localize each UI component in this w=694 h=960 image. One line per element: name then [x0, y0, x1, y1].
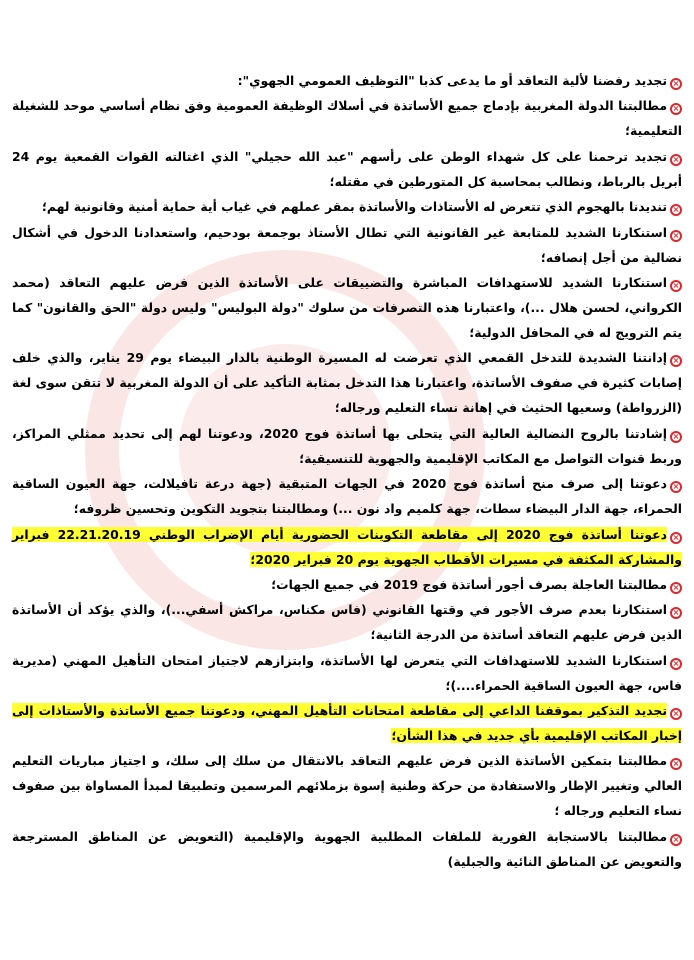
item-text: دعوتنا أساتذة فوج 2020 إلى مقاطعة التكوينات الحضورية أيام الإضراب الوطني 22.21.20.19 فبراير والمشاركة المكثفة في مسيرات الأقطاب الجهوية يوم 20 فبراير 2020؛: [12, 526, 682, 567]
x-circle-icon: ×: [670, 834, 682, 846]
x-circle-icon: ×: [670, 481, 682, 493]
list-item: [12, 421, 682, 471]
demands-list: [12, 68, 682, 874]
x-circle-icon: ×: [670, 607, 682, 619]
x-circle-icon: ×: [670, 532, 682, 544]
item-text: استنكارنا بعدم صرف الأجور في وقتها القانوني (فاس مكناس، مراكش أسفي...)، والذي يؤكد أن الأساتذة الذين فرض عليهم التعاقد أساتذة من الدرجة الثانية؛: [12, 602, 682, 643]
list-item: [12, 597, 682, 647]
list-item: [12, 471, 682, 521]
list-item: [12, 220, 682, 270]
list-item: [12, 270, 682, 345]
item-text: تنديدنا بالهجوم الذي تتعرض له الأستاذات والأساتذة بمقر عملهم في غياب أية حماية أمنية وقانونية لهم؛: [41, 199, 667, 215]
list-item: [12, 93, 682, 143]
x-circle-icon: ×: [670, 658, 682, 670]
list-item: [12, 194, 682, 219]
x-circle-icon: ×: [670, 758, 682, 770]
item-text: مطالبتنا الدولة المغربية بإدماج جميع الأساتذة في أسلاك الوظيفة العمومية وفق نظام أساسي موحد للشغيلة التعليمية؛: [12, 98, 682, 139]
item-text: استنكارنا الشديد للاستهدافات التي يتعرض لها الأساتذة، وابتزازهم لاجتياز امتحان التأهيل المهني (مديرية فاس، جهة العيون الساقية الحمراء....)؛: [12, 652, 682, 693]
x-circle-icon: ×: [670, 280, 682, 292]
x-circle-icon: ×: [670, 103, 682, 115]
item-text: تجديد ترحمنا على كل شهداء الوطن على رأسهم "عبد الله حجيلي" الذي اغتالته القوات القمعية يوم 24 أبريل بالرباط، ونطالب بمحاسبة كل المتورطين في مقتله؛: [12, 148, 682, 189]
item-text: استنكارنا الشديد للمتابعة غير القانونية التي تطال الأستاذ بوجمعة بودحيم، واستعدادنا الدخول في أشكال نضالية من أجل إنصافه؛: [12, 224, 682, 265]
list-item: [12, 522, 682, 572]
x-circle-icon: ×: [670, 355, 682, 367]
item-text: إدانتنا الشديدة للتدخل القمعي الذي تعرضت له المسيرة الوطنية بالدار البيضاء يوم 29 يناير، والذي خلف إصابات كثيرة في صفوف الأساتذة، واعتبارنا هذا التدخل بمثابة التأكيد على أن الدولة المغربية لا تتقن سوى لغة (الزرواطة) وسعيها الحثيث في إهانة نساء التعليم ورجاله؛: [12, 350, 682, 416]
x-circle-icon: ×: [670, 204, 682, 216]
item-text: استنكارنا الشديد للاستهدافات المباشرة والتضييقات على الأساتذة الذين فرض عليهم التعاقد (محمد الكرواني، لحسن هلال ...)، واعتبارنا هذه التصرفات من سلوك "دولة البوليس" وليس دولة "الحق والقانون" كما يتم الترويج له في المحافل الدولية؛: [12, 274, 682, 340]
item-text: تجديد التذكير بموقفنا الداعي إلى مقاطعة امتحانات التأهيل المهني، ودعوتنا جميع الأساتذة والأستاذات إلى إخبار المكاتب الإقليمية بأي جديد في هذا الشأن؛: [12, 703, 682, 744]
item-text: مطالبتنا بالاستجابة الفورية للملفات المطلبية الجهوية والإقليمية (التعويض عن المناطق المسترجعة والتعويض عن المناطق النائية والجبلية): [12, 828, 682, 869]
list-item: [12, 572, 682, 597]
list-item: [12, 648, 682, 698]
item-text: مطالبتنا بتمكين الأساتذة الذين فرض عليهم التعاقد بالانتقال من سلك إلى سلك، و اجتياز مباريات التعليم العالي وتغيير الإطار والاستفادة من حركة وطنية إسوة بزملائهم المرسمين وتطبيقا لمبدأ المساواة بين صفوف نساء التعليم ورجاله ؛: [12, 753, 682, 819]
list-item: [12, 345, 682, 420]
item-text: دعوتنا إلى صرف منح أساتذة فوج 2020 في الجهات المتبقية (جهة درعة تافيلالت، جهة العيون الساقية الحمراء، جهة الدار البيضاء سطات، جهة كلميم واد نون ...) ومطالبتنا بتجويد التكوين وتحسين ظروفه؛: [12, 476, 682, 517]
x-circle-icon: ×: [670, 154, 682, 166]
item-text: تجديد رفضنا لألية التعاقد أو ما يدعى كذبا "التوظيف العمومي الجهوي":: [237, 73, 667, 88]
list-item: [12, 824, 682, 874]
x-circle-icon: ×: [670, 230, 682, 242]
x-circle-icon: ×: [670, 431, 682, 443]
x-circle-icon: ×: [670, 708, 682, 720]
list-item: [12, 698, 682, 748]
x-circle-icon: ×: [670, 78, 682, 90]
item-text: إشادتنا بالروح النضالية العالية التي يتحلى بها أساتذة فوج 2020، ودعوتنا لهم إلى تحديد ممثلي المراكز، وربط قنوات التواصل مع المكاتب الإقليمية والجهوية للتنسيقية؛: [12, 425, 682, 466]
list-item: [12, 144, 682, 194]
list-item: [12, 748, 682, 823]
list-item: [12, 68, 682, 93]
x-circle-icon: ×: [670, 582, 682, 594]
item-text: مطالبتنا العاجلة بصرف أجور أساتذة فوج 2019 في جميع الجهات؛: [271, 576, 667, 592]
